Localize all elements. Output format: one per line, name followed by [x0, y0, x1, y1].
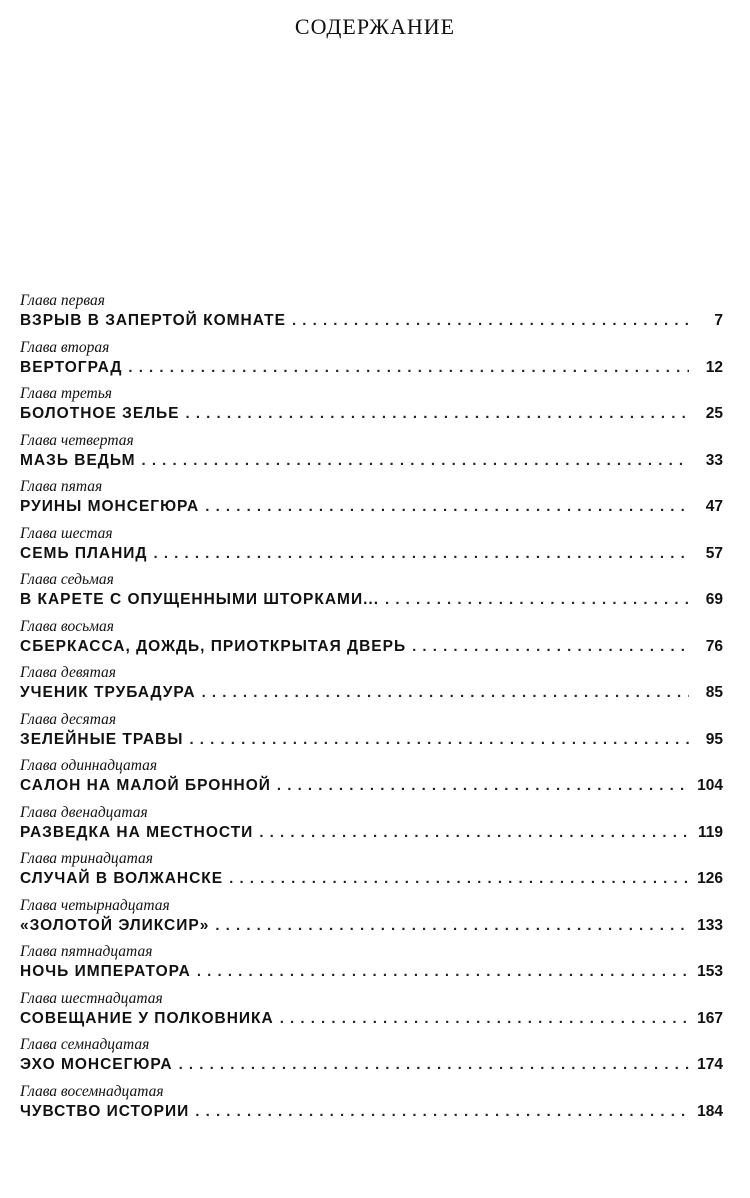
toc-entry[interactable]	[20, 385, 723, 432]
page-number: 119	[697, 823, 723, 841]
chapter-title: ЧУВСТВО ИСТОРИИ	[20, 1102, 190, 1120]
page-number: 85	[705, 684, 723, 701]
page-number: 57	[705, 544, 723, 562]
toc-entry[interactable]	[20, 804, 723, 851]
toc-entry[interactable]	[20, 990, 723, 1037]
chapter-label: Глава шестая	[20, 524, 113, 542]
page-number: 95	[705, 730, 723, 748]
dot-leader	[412, 636, 689, 658]
dot-leader	[195, 1101, 689, 1123]
dot-leader	[277, 775, 689, 797]
chapter-title: СБЕРКАССА, ДОЖДЬ, ПРИОТКРЫТАЯ ДВЕРЬ	[20, 637, 407, 655]
chapter-label: Глава восемнадцатая	[20, 1082, 164, 1100]
chapter-label: Глава шестнадцатая	[20, 989, 163, 1007]
chapter-title: МАЗЬ ВЕДЬМ	[20, 451, 136, 469]
page-number: 12	[705, 358, 723, 376]
chapter-label: Глава четырнадцатая	[20, 896, 170, 914]
chapter-title: БОЛОТНОЕ ЗЕЛЬЕ	[20, 405, 180, 422]
chapter-label: Глава седьмая	[20, 571, 114, 588]
toc-entry[interactable]	[20, 757, 723, 804]
toc-entry[interactable]	[20, 850, 723, 897]
dot-leader	[179, 1054, 689, 1076]
dot-leader	[197, 961, 689, 983]
toc-entry[interactable]	[20, 664, 723, 711]
dot-leader	[189, 729, 689, 751]
page-number: 33	[705, 451, 723, 469]
toc-entry[interactable]	[20, 897, 723, 944]
page-number: 174	[697, 1056, 723, 1073]
chapter-title: РУИНЫ МОНСЕГЮРА	[20, 498, 200, 515]
dot-leader	[215, 915, 689, 937]
toc-entry[interactable]	[20, 618, 723, 665]
toc-entry[interactable]	[20, 292, 723, 339]
chapter-label: Глава восьмая	[20, 617, 114, 635]
dot-leader	[229, 868, 689, 890]
chapter-label: Глава третья	[20, 385, 113, 402]
dot-leader	[385, 589, 689, 611]
toc-entry[interactable]	[20, 432, 723, 479]
dot-leader	[280, 1008, 689, 1030]
page-number: 153	[697, 963, 723, 980]
page-number: 25	[705, 405, 723, 422]
page-number: 133	[697, 916, 723, 934]
chapter-label: Глава вторая	[20, 338, 110, 356]
chapter-title: ВЕРТОГРАД	[20, 358, 123, 376]
chapter-label: Глава двенадцатая	[20, 803, 148, 821]
page-number: 126	[697, 870, 723, 887]
page-title: СОДЕРЖАНИЕ	[294, 14, 456, 39]
dot-leader	[292, 310, 689, 332]
page-number: 7	[714, 312, 723, 329]
toc-entry[interactable]	[20, 711, 723, 758]
chapter-label: Глава тринадцатая	[20, 850, 153, 867]
chapter-label: Глава девятая	[20, 664, 116, 681]
dot-leader	[153, 543, 689, 565]
chapter-title: РАЗВЕДКА НА МЕСТНОСТИ	[20, 823, 254, 841]
chapter-label: Глава десятая	[20, 710, 117, 728]
chapter-label: Глава первая	[20, 292, 105, 309]
page-number: 104	[697, 777, 723, 794]
dot-leader	[202, 682, 689, 704]
page-number: 47	[705, 498, 723, 515]
chapter-title: ЗЕЛЕЙНЫЕ ТРАВЫ	[20, 730, 184, 748]
chapter-title: УЧЕНИК ТРУБАДУРА	[20, 684, 196, 701]
toc-entry[interactable]	[20, 525, 723, 572]
table-of-contents	[20, 292, 723, 1129]
dot-leader	[142, 450, 689, 472]
chapter-title: ВЗРЫВ В ЗАПЕРТОЙ КОМНАТЕ	[20, 312, 286, 329]
chapter-title: В КАРЕТЕ С ОПУЩЕННЫМИ ШТОРКАМИ...	[20, 591, 380, 608]
chapter-label: Глава четвертая	[20, 431, 134, 449]
chapter-title: СЕМЬ ПЛАНИД	[20, 544, 148, 562]
toc-entry[interactable]	[20, 339, 723, 386]
dot-leader	[259, 822, 689, 844]
dot-leader	[128, 357, 689, 379]
chapter-label: Глава пятая	[20, 478, 103, 495]
dot-leader	[186, 403, 689, 425]
dot-leader	[205, 496, 689, 518]
toc-entry[interactable]	[20, 1036, 723, 1083]
chapter-title: «ЗОЛОТОЙ ЭЛИКСИР»	[20, 916, 210, 934]
page-number: 69	[705, 591, 723, 608]
page-number: 167	[697, 1009, 723, 1027]
chapter-label: Глава семнадцатая	[20, 1036, 150, 1053]
page-number: 76	[705, 637, 723, 655]
toc-entry[interactable]	[20, 943, 723, 990]
page-number: 184	[697, 1102, 723, 1120]
chapter-label: Глава пятнадцатая	[20, 943, 153, 960]
toc-entry[interactable]	[20, 478, 723, 525]
chapter-title: НОЧЬ ИМПЕРАТОРА	[20, 963, 191, 980]
toc-entry[interactable]	[20, 571, 723, 618]
chapter-title: СОВЕЩАНИЕ У ПОЛКОВНИКА	[20, 1009, 274, 1027]
chapter-title: САЛОН НА МАЛОЙ БРОННОЙ	[20, 777, 271, 794]
chapter-title: СЛУЧАЙ В ВОЛЖАНСКЕ	[20, 870, 224, 887]
chapter-label: Глава одиннадцатая	[20, 757, 158, 774]
toc-entry[interactable]	[20, 1083, 723, 1130]
chapter-title: ЭХО МОНСЕГЮРА	[20, 1056, 173, 1073]
